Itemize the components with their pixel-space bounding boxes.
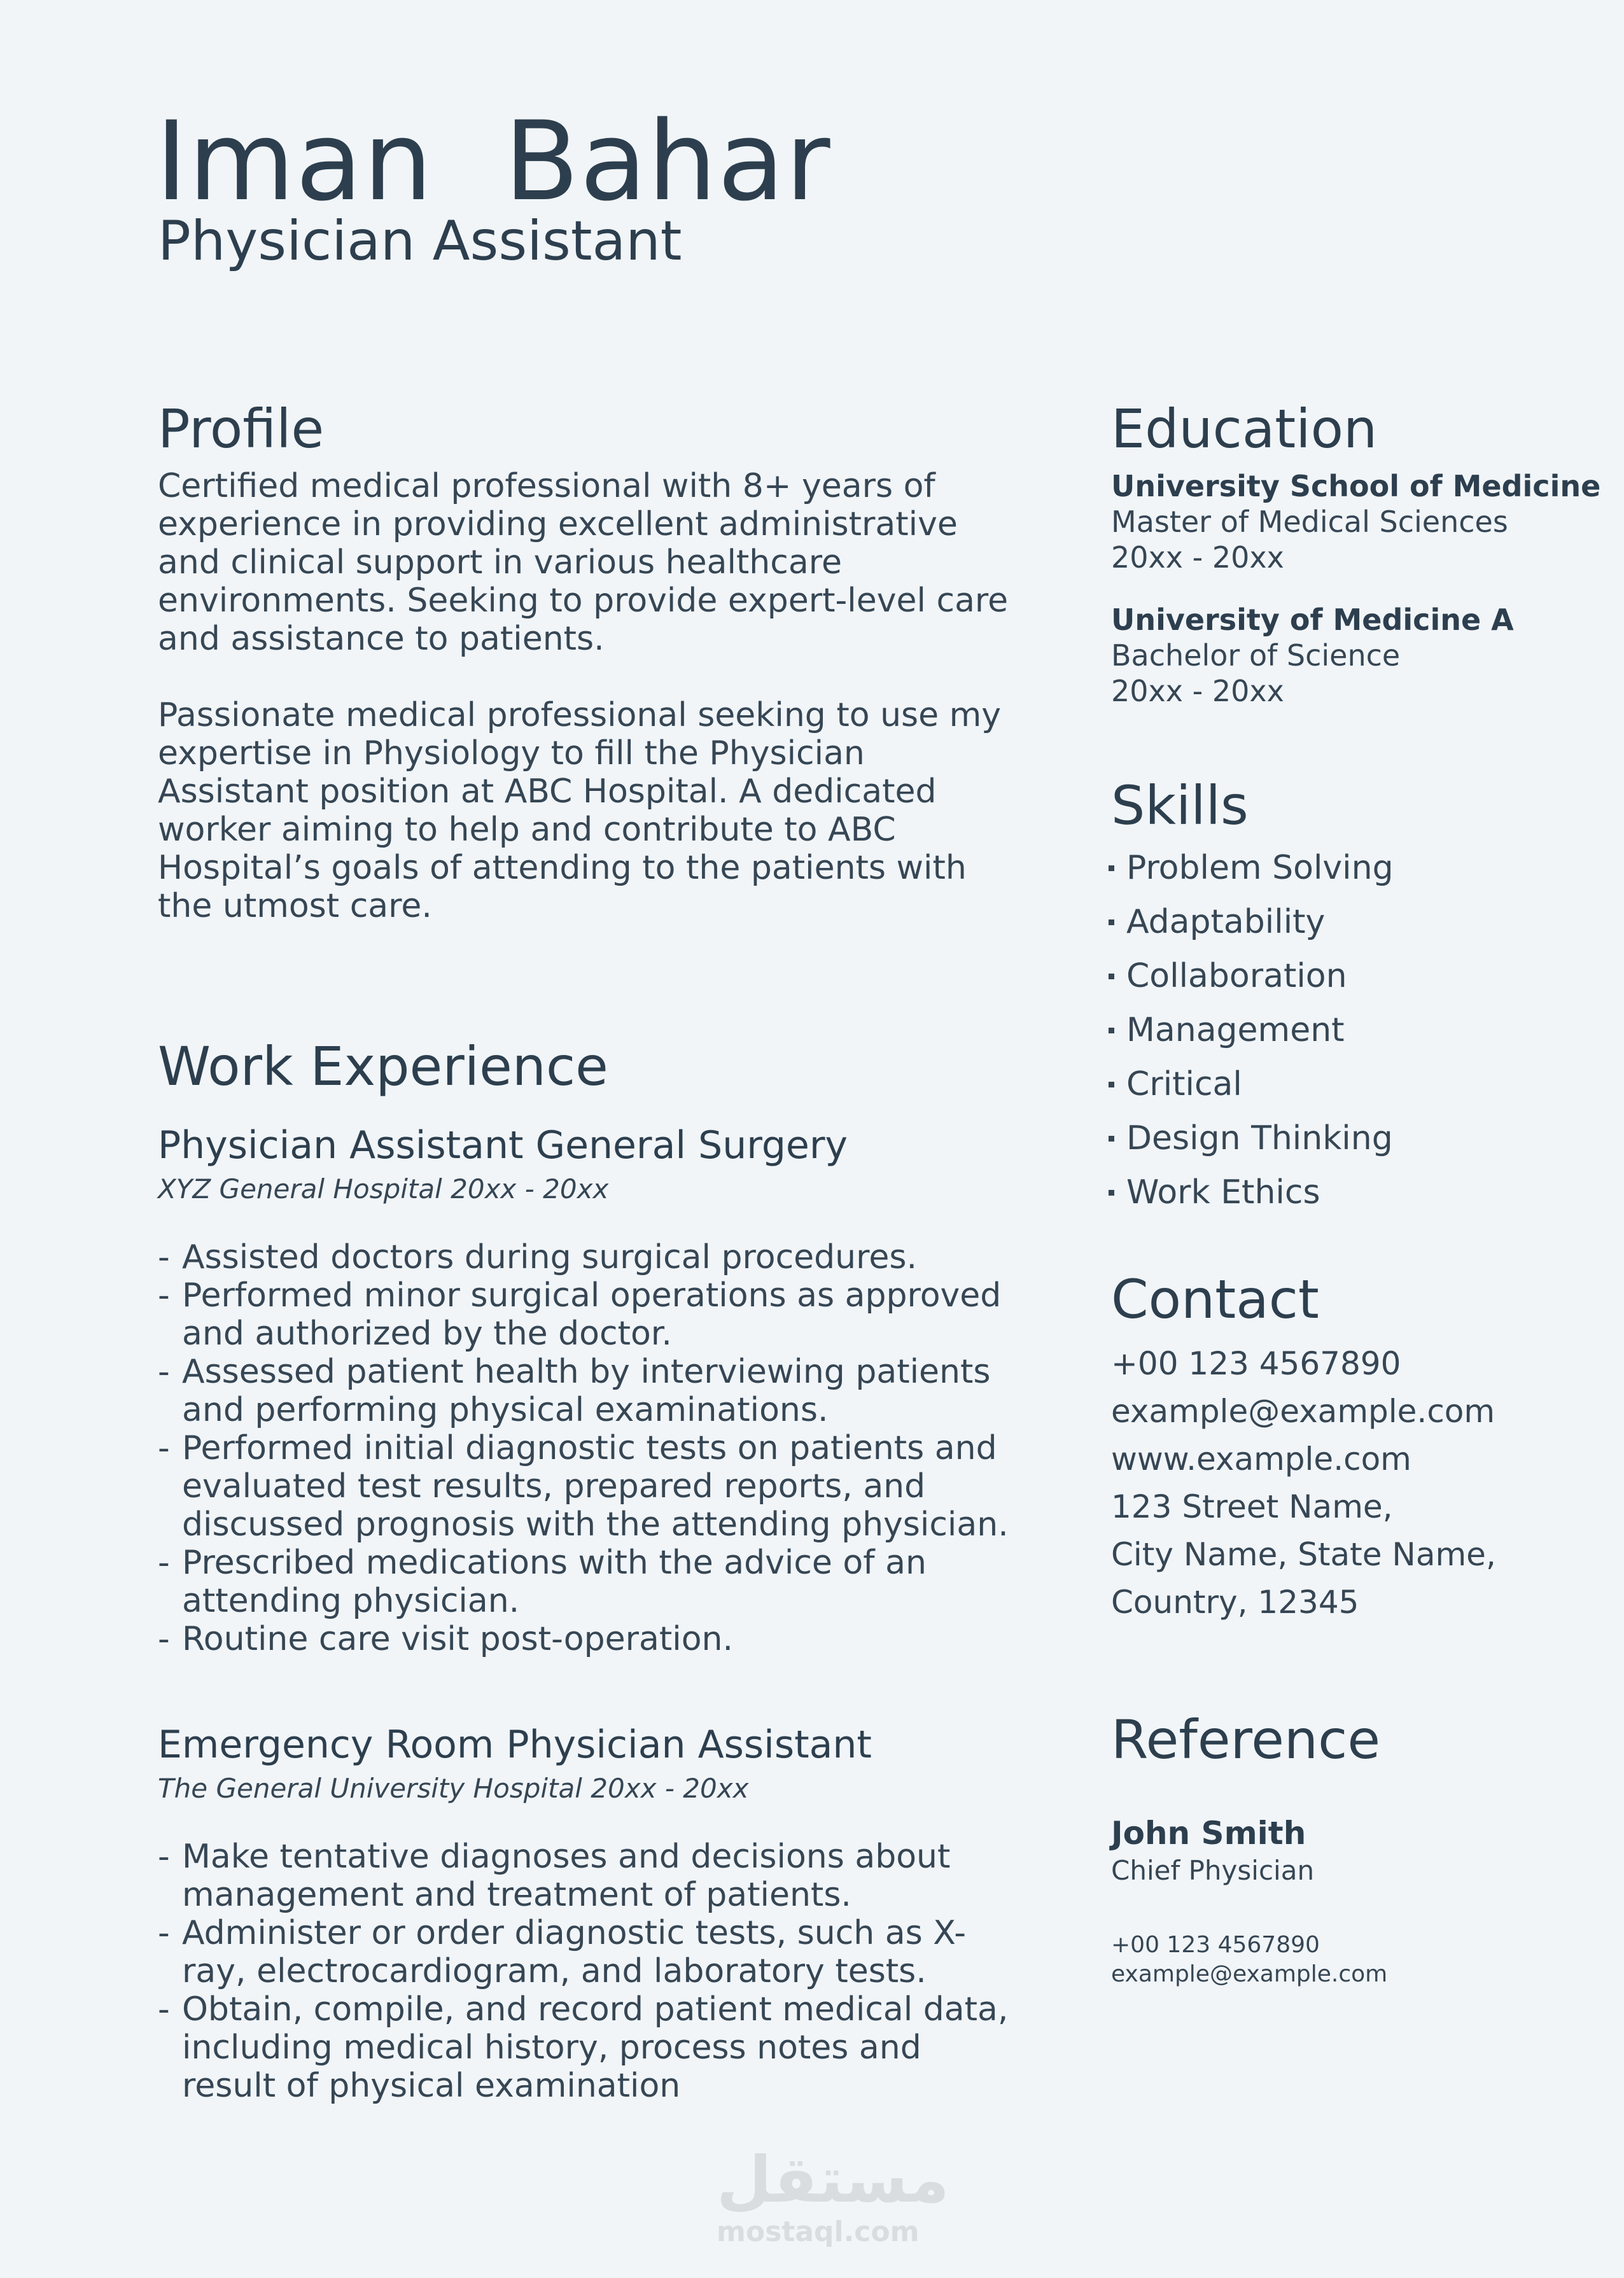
education-degree: Bachelor of Science (1111, 638, 1401, 673)
job-duty: - Routine care visit post-operation. (158, 1620, 1011, 1658)
reference-heading: Reference (1111, 1708, 1380, 1771)
education-years: 20xx - 20xx (1111, 674, 1284, 708)
job-title: Emergency Room Physician Assistant (158, 1722, 872, 1767)
job-duty: - Performed minor surgical operations as approved and authorized by the doctor. (158, 1276, 1011, 1353)
contact-heading: Contact (1111, 1268, 1319, 1331)
education-heading: Education (1111, 398, 1378, 460)
candidate-name: Iman Bahar (155, 97, 831, 225)
education-years: 20xx - 20xx (1111, 540, 1284, 575)
job-duties-list (158, 1238, 1011, 1658)
job-duty: - Administer or order diagnostic tests, such as X-ray, electrocardiogram, and laboratory tests. (158, 1914, 1011, 1990)
education-entry (1111, 602, 1607, 709)
skill-item: Design Thinking (1107, 1112, 1604, 1166)
skill-item: Adaptability (1107, 895, 1604, 949)
profile-heading: Profile (158, 398, 325, 460)
education-degree: Master of Medical Sciences (1111, 505, 1508, 539)
reference-name: John Smith (1111, 1815, 1306, 1852)
skill-item: Management (1107, 1003, 1604, 1058)
contact-block (1111, 1340, 1607, 1626)
profile-paragraph-2: Passionate medical professional seeking to use my expertise in Physiology to fill the Physician Assistant position at ABC Hospital. A dedicated worker aiming to help and contribute to ABC Hospital’s goals of attending to the patients with the utmost care. (158, 696, 1002, 925)
profile-paragraph-1: Certified medical professional with 8+ years of experience in providing excellent administrative and clinical support in various healthcare environments. Seeking to provide expert-level care and assistance to patients. (158, 467, 1009, 658)
education-entry (1111, 468, 1607, 575)
reference-email: example@example.com (1111, 1961, 1388, 1987)
skill-item: Critical (1107, 1058, 1604, 1112)
contact-address-line: 123 Street Name, (1111, 1488, 1393, 1525)
job-duty: - Prescribed medications with the advice of an attending physician. (158, 1544, 1011, 1620)
education-school: University School of Medicine (1111, 469, 1601, 503)
job-employer: The General University Hospital 20xx - 20xx (158, 1773, 749, 1804)
candidate-title: Physician Assistant (158, 209, 682, 273)
contact-email: example@example.com (1111, 1393, 1495, 1430)
job-duty: - Assisted doctors during surgical procedures. (158, 1238, 1011, 1276)
reference-phone: +00 123 4567890 (1111, 1932, 1320, 1958)
skills-heading: Skills (1111, 774, 1249, 837)
education-school: University of Medicine A (1111, 603, 1514, 637)
watermark-text: mostaql.com (717, 2216, 920, 2248)
job-duty: - Make tentative diagnoses and decisions about management and treatment of patients. (158, 1838, 1011, 1914)
job-duty: - Obtain, compile, and record patient medical data, including medical history, process notes and result of physical examination (158, 1990, 1011, 2105)
job-title: Physician Assistant General Surgery (158, 1123, 848, 1168)
contact-address-line: City Name, State Name, (1111, 1536, 1496, 1573)
contact-phone: +00 123 4567890 (1111, 1345, 1401, 1382)
skill-item: Problem Solving (1107, 841, 1604, 895)
job-duty: - Performed initial diagnostic tests on patients and evaluated test results, prepared reports, and discussed prognosis with the attending physician. (158, 1429, 1011, 1544)
reference-role: Chief Physician (1111, 1855, 1315, 1886)
skill-item: Collaboration (1107, 949, 1604, 1003)
job-duties-list (158, 1838, 1011, 2105)
work-experience-heading: Work Experience (158, 1035, 608, 1098)
contact-address-line: Country, 12345 (1111, 1584, 1359, 1621)
job-duty: - Assessed patient health by interviewing patients and performing physical examinations. (158, 1353, 1011, 1429)
watermark-logo: مستقل (717, 2142, 949, 2217)
job-employer: XYZ General Hospital 20xx - 20xx (158, 1173, 609, 1205)
skill-item: Work Ethics (1107, 1166, 1604, 1220)
contact-website: www.example.com (1111, 1441, 1411, 1478)
skills-list (1107, 841, 1604, 1220)
